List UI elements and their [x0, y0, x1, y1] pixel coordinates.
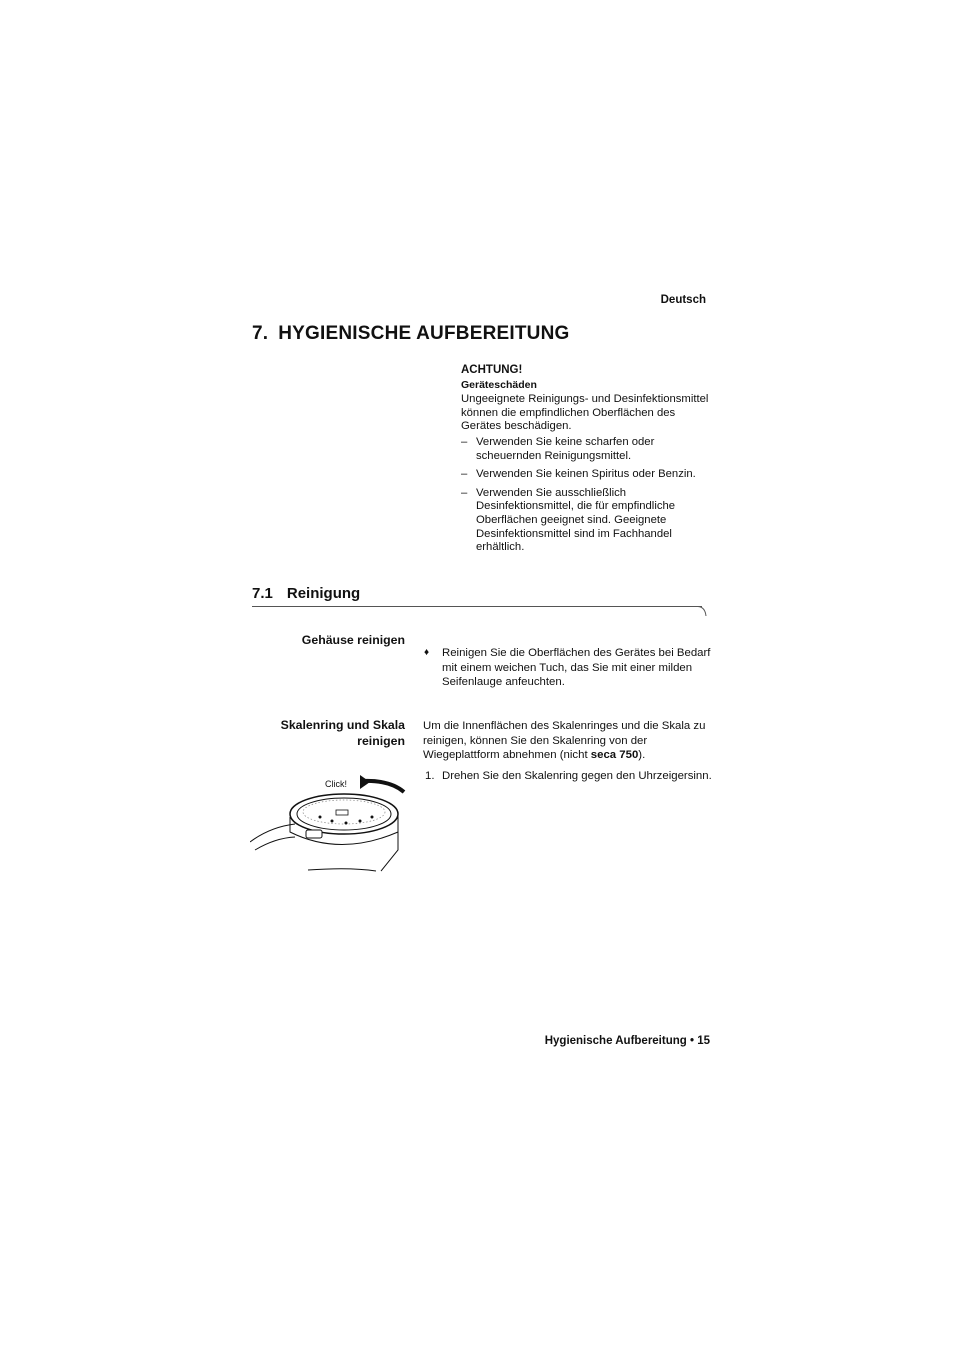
- page-footer: Hygienische Aufbereitung • 15: [544, 1035, 710, 1047]
- dial-marker: [345, 822, 348, 825]
- section-divider: [252, 606, 702, 607]
- warning-list: [461, 436, 711, 555]
- warning-list-item: [461, 436, 711, 463]
- scale-intro: [423, 719, 713, 763]
- chapter-title: [252, 323, 569, 345]
- hand-outline: [255, 837, 295, 850]
- section-title: [252, 585, 360, 602]
- warning-box: [461, 364, 711, 560]
- warning-list-item: [461, 468, 711, 482]
- warning-subtitle: Geräteschäden: [461, 378, 537, 391]
- language-label: Deutsch: [660, 294, 706, 306]
- divider-corner: [697, 606, 709, 618]
- step-number: 1.: [425, 770, 435, 782]
- scale-intro-end: ).: [638, 749, 646, 762]
- dash-marker: –: [461, 435, 468, 448]
- dial-marker: [331, 820, 334, 823]
- section-number: 7.1: [252, 585, 273, 602]
- diamond-bullet-icon: ♦: [424, 647, 430, 658]
- hand-outline: [250, 824, 295, 842]
- scale-heading: Skalenring und Skala reinigen: [280, 718, 405, 748]
- warning-list-item: [461, 487, 711, 555]
- arrow-head-icon: [360, 775, 370, 789]
- dial-marker: [371, 816, 374, 819]
- scale-dial: [297, 798, 391, 830]
- section-title-text: Reinigung: [286, 585, 361, 602]
- scale-ring-illustration: [250, 772, 406, 872]
- warning-label: ACHTUNG!: [461, 364, 523, 376]
- warning-item-text: Verwenden Sie keinen Spiritus oder Benzin.: [476, 468, 696, 481]
- ring-latch: [306, 830, 322, 838]
- step-item: [423, 769, 713, 784]
- step-text: Drehen Sie den Skalenring gegen den Uhrzeigersinn.: [442, 770, 712, 782]
- dash-marker: –: [461, 468, 468, 481]
- housing-text: Reinigen Sie die Oberflächen des Gerätes bei Bedarf mit einem weichen Tuch, das Sie mit einer milden Seifenlauge anfeuchten.: [442, 647, 711, 689]
- dash-marker: –: [461, 486, 468, 499]
- warning-item-text: Verwenden Sie keine scharfen oder scheuernden Reinigungsmittel.: [476, 435, 655, 462]
- chapter-title-text: HYGIENISCHE AUFBEREITUNG: [278, 323, 570, 344]
- click-label: Click!: [325, 779, 347, 789]
- housing-bullet-item: [424, 646, 714, 690]
- dial-marker: [359, 820, 362, 823]
- scale-intro-text: Um die Innenflächen des Skalenringes und die Skala zu reinigen, können Sie den Skalenring von der Wiegeplattform abnehmen (nicht: [423, 720, 706, 762]
- model-name: seca 750: [590, 749, 639, 762]
- dial-marker: [319, 816, 322, 819]
- warning-item-text: Verwenden Sie ausschließlich Desinfektionsmittel, die für empfindliche Oberflächen geeignet sind. Geeignete Desinfektionsmittel sind im Fachhandel erhältlich.: [476, 486, 676, 554]
- warning-text: Ungeeignete Reinigungs- und Desinfektionsmittel können die empfindlichen Oberflächen des Gerätes beschädigen.: [461, 393, 709, 433]
- base-outline: [308, 869, 376, 871]
- chapter-number: 7.: [252, 323, 269, 344]
- housing-heading: Gehäuse reinigen: [301, 633, 405, 647]
